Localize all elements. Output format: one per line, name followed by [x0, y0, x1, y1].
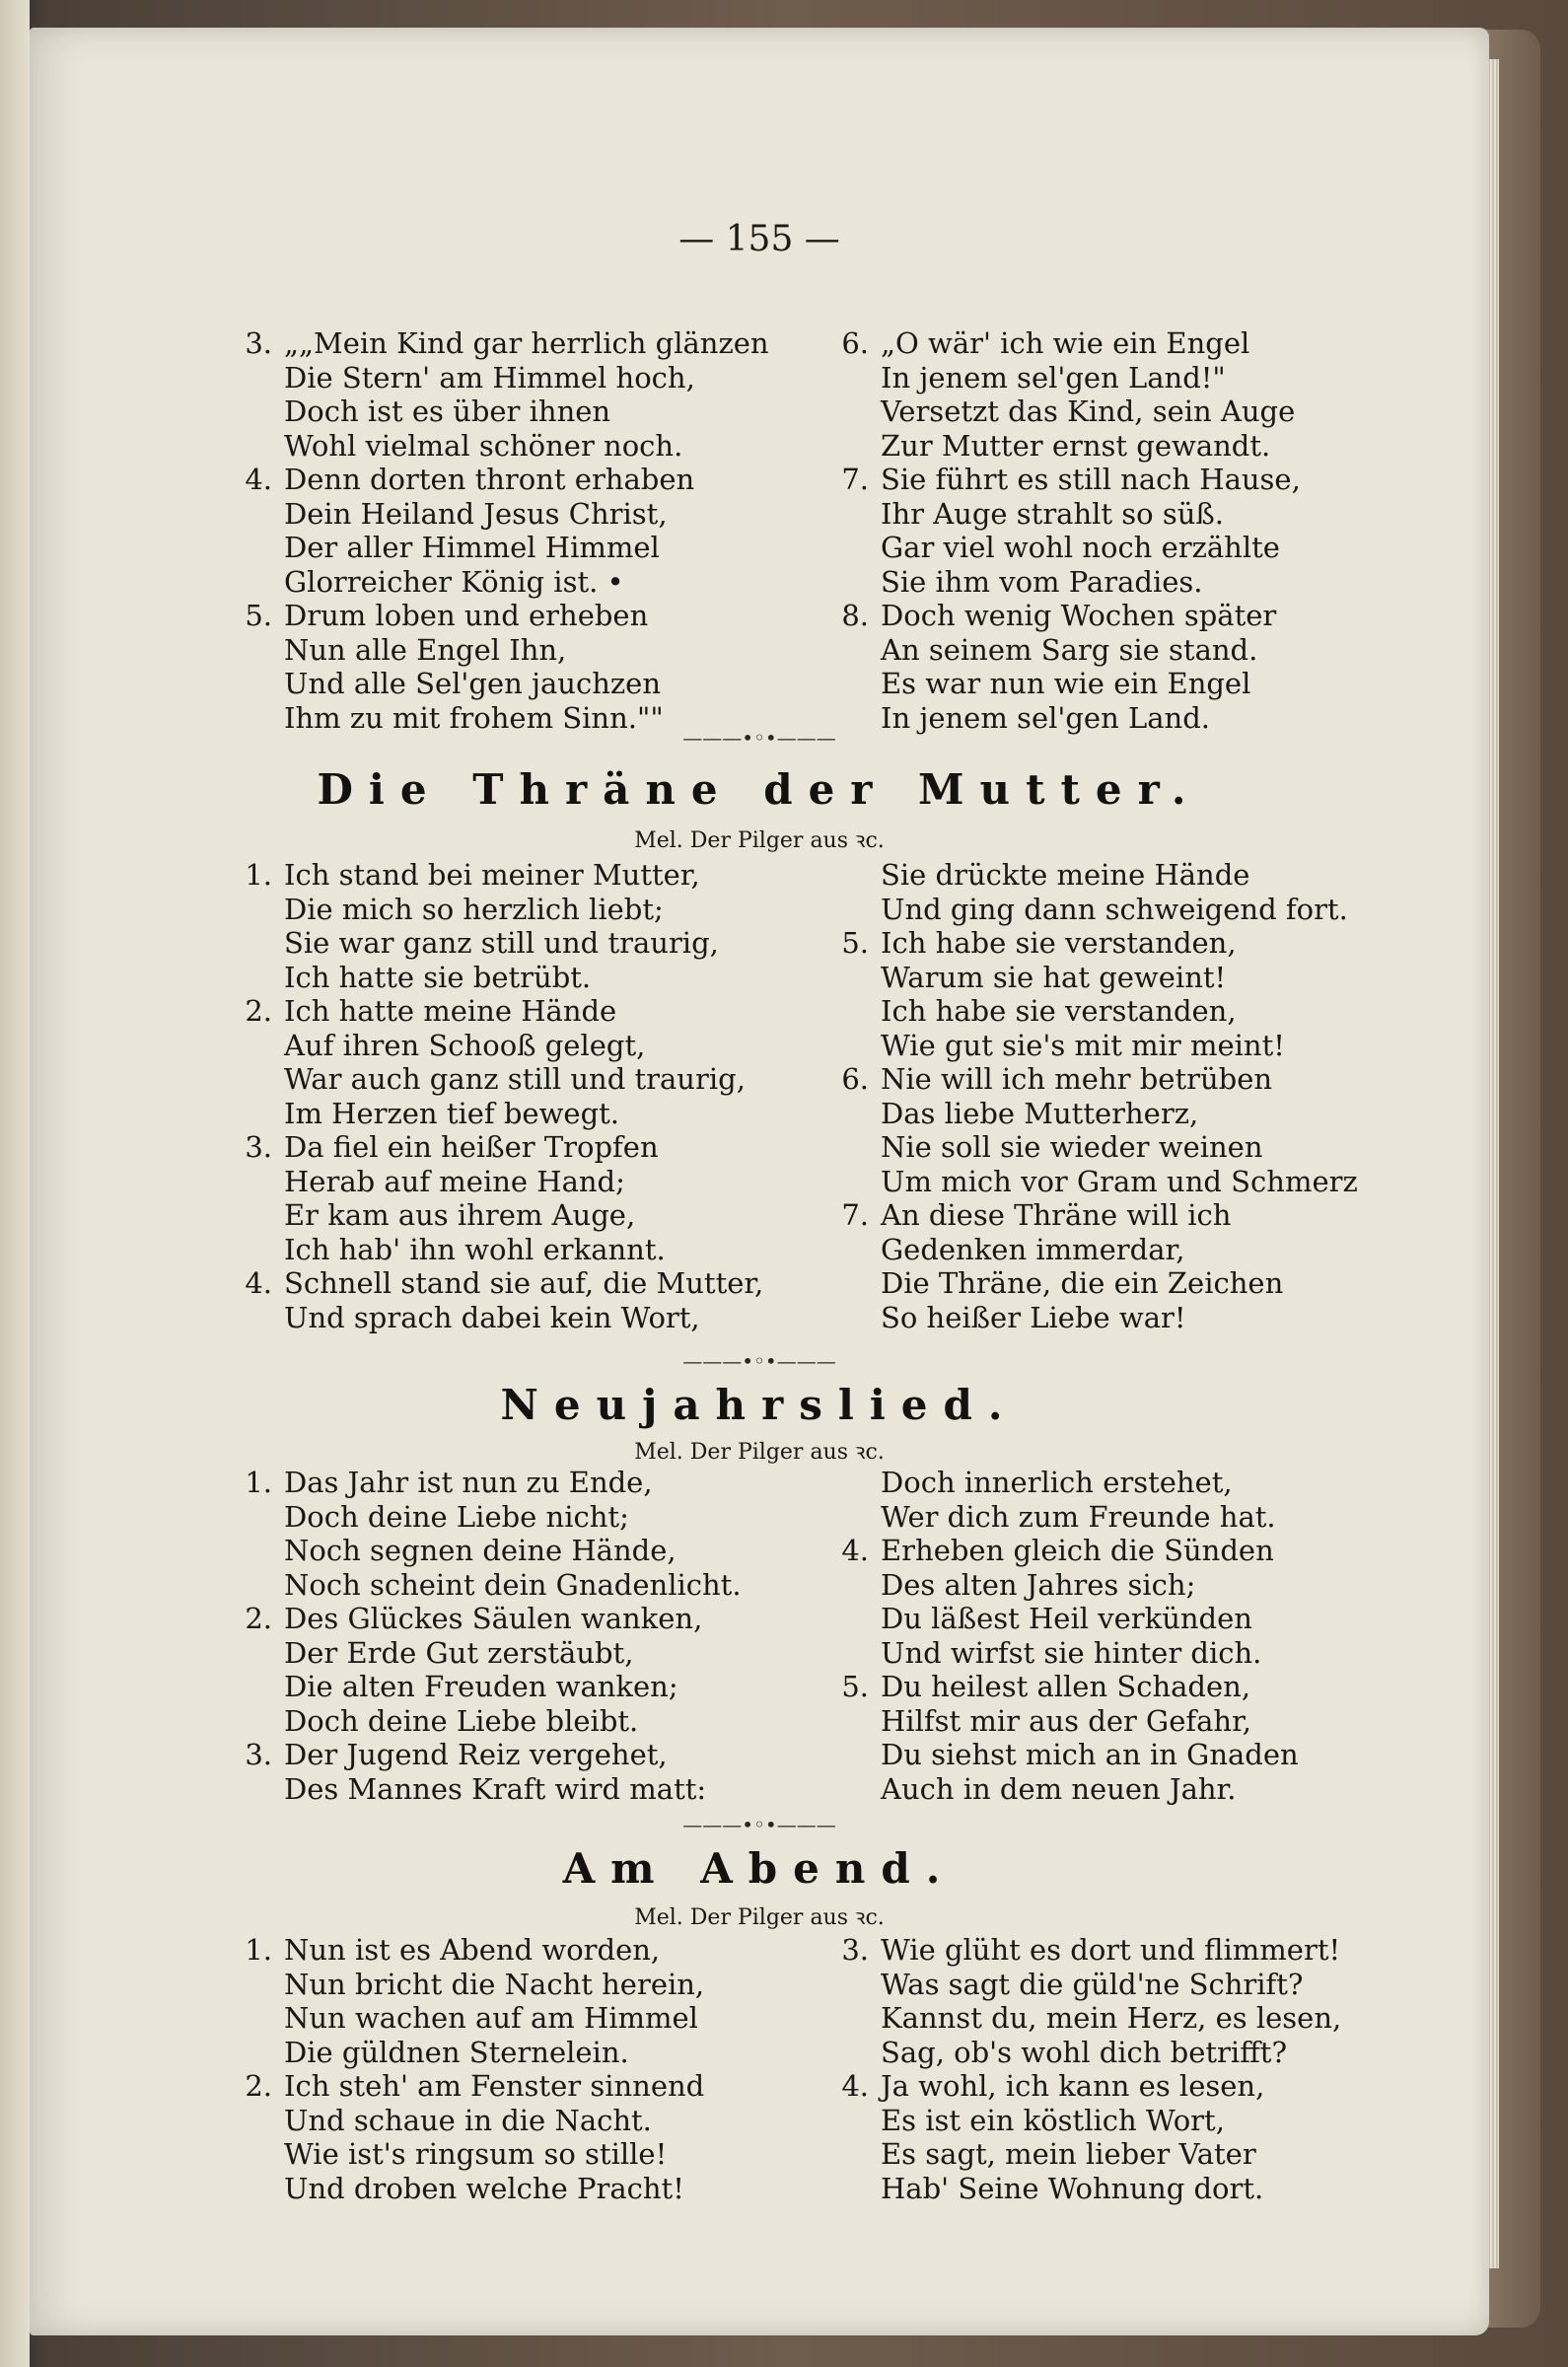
- verse-text: Ihr Auge strahlt so süß.: [881, 496, 1224, 531]
- verse-line: [823, 1233, 1358, 1267]
- verse-line: [823, 1029, 1358, 1063]
- verse-line: [227, 633, 769, 668]
- verse-text: Glorreicher König ist. •: [284, 564, 624, 599]
- verse-text: Das Jahr ist nun zu Ende,: [284, 1466, 653, 1499]
- verse-line: [227, 926, 763, 961]
- verse-number: 4.: [841, 2069, 869, 2103]
- ornament-divider: ———•◦•———: [682, 726, 836, 750]
- verse-line: [823, 326, 1301, 361]
- verse-line: [227, 1933, 704, 1968]
- book-spine: [0, 0, 30, 2367]
- verse-number: 3.: [245, 326, 272, 360]
- verse-line: [227, 1266, 763, 1301]
- verse-line: [227, 1704, 742, 1739]
- verse-text: So heißer Liebe war!: [881, 1300, 1186, 1334]
- verse-text: Sag, ob's wohl dich betrifft?: [881, 2035, 1288, 2069]
- verse-line: [823, 1704, 1299, 1739]
- verse-line: [823, 1534, 1299, 1568]
- verse-text: Und sprach dabei kein Wort,: [284, 1300, 700, 1334]
- verse-line: [823, 667, 1301, 701]
- verse-number: 5.: [841, 1670, 869, 1703]
- verse-number: 5.: [245, 599, 272, 632]
- verse-text: Dein Heiland Jesus Christ,: [284, 496, 668, 531]
- verse-text: Doch deine Liebe nicht;: [284, 1499, 629, 1534]
- verse-line: [227, 531, 769, 565]
- verse-line: [823, 2001, 1341, 2036]
- verse-line: [227, 1568, 742, 1603]
- verse-line: [823, 1198, 1358, 1233]
- verse-line: [823, 961, 1358, 995]
- verse-text: Und droben welche Pracht!: [284, 2171, 684, 2205]
- verse-text: Nun ist es Abend worden,: [284, 1933, 661, 1967]
- verse-line: [227, 1602, 742, 1636]
- verse-line: [823, 1097, 1358, 1131]
- verse-line: [227, 2104, 704, 2138]
- verse-line: [227, 497, 769, 532]
- verse-line: [227, 429, 769, 464]
- verse-text: Des Mannes Kraft wird matt:: [284, 1771, 707, 1806]
- verse-line: [227, 1534, 742, 1568]
- verse-number: 6.: [841, 1062, 869, 1096]
- verse-number: 2.: [245, 1602, 272, 1635]
- verse-line: [227, 1968, 704, 2002]
- verse-text: Es war nun wie ein Engel: [881, 667, 1251, 700]
- section2-melody: Mel. Der Pilger aus ꝛc.: [634, 828, 885, 853]
- verse-text: Doch deine Liebe bleibt.: [284, 1703, 639, 1738]
- section2-title: Die Thräne der Mutter.: [317, 765, 1202, 814]
- verse-text: Auch in dem neuen Jahr.: [881, 1771, 1237, 1806]
- verse-text: Noch segnen deine Hände,: [284, 1534, 677, 1567]
- verse-text: Denn dorten thront erhaben: [284, 463, 695, 496]
- verse-text: Gedenken immerdar,: [881, 1232, 1185, 1266]
- verse-text: Zur Mutter ernst gewandt.: [881, 428, 1271, 463]
- verse-line: [823, 429, 1301, 464]
- verse-text: Ich habe sie verstanden,: [881, 994, 1237, 1028]
- verse-text: Und alle Sel'gen jauchzen: [284, 667, 662, 700]
- verse-line: [227, 1466, 742, 1500]
- ornament-divider: ———•◦•———: [682, 1349, 836, 1373]
- verse-line: [823, 361, 1301, 395]
- verse-line: [227, 463, 769, 497]
- verse-line: [227, 1165, 763, 1199]
- verse-line: [823, 1738, 1299, 1772]
- verse-text: Doch innerlich erstehet,: [881, 1466, 1233, 1499]
- section2-left-column: [227, 858, 763, 1334]
- verse-text: In jenem sel'gen Land.: [881, 700, 1210, 735]
- section1-left-column: [227, 326, 769, 735]
- verse-text: An diese Thräne will ich: [881, 1198, 1232, 1232]
- verse-text: Wie glüht es dort und flimmert!: [881, 1933, 1341, 1967]
- verse-text: Der aller Himmel Himmel: [284, 531, 660, 564]
- section4-right-column: [823, 1933, 1341, 2205]
- verse-line: [823, 599, 1301, 633]
- page-number: — 155 —: [678, 219, 840, 259]
- verse-text: Der Jugend Reiz vergehet,: [284, 1738, 668, 1771]
- verse-line: [823, 2137, 1341, 2172]
- section3-left-column: [227, 1466, 742, 1806]
- verse-text: Die alten Freuden wanken;: [284, 1670, 678, 1703]
- verse-line: [823, 926, 1358, 961]
- ornament-divider: ———•◦•———: [682, 1813, 836, 1836]
- verse-text: Hab' Seine Wohnung dort.: [881, 2171, 1264, 2205]
- verse-text: Kannst du, mein Herz, es lesen,: [881, 2001, 1342, 2035]
- verse-line: [227, 1233, 763, 1267]
- verse-text: Auf ihren Schooß gelegt,: [284, 1028, 646, 1062]
- verse-text: Erheben gleich die Sünden: [881, 1534, 1274, 1567]
- verse-text: Doch ist es über ihnen: [284, 394, 611, 428]
- verse-text: Ich hatte sie betrübt.: [284, 960, 592, 994]
- verse-line: [227, 667, 769, 701]
- verse-text: Schnell stand sie auf, die Mutter,: [284, 1266, 764, 1300]
- verse-text: Die Stern' am Himmel hoch,: [284, 360, 695, 394]
- verse-text: Das liebe Mutterherz,: [881, 1096, 1199, 1130]
- verse-line: [823, 1062, 1358, 1097]
- verse-line: [227, 1198, 763, 1233]
- verse-text: Nun alle Engel Ihn,: [284, 632, 567, 667]
- verse-line: [823, 2036, 1341, 2070]
- verse-line: [227, 2137, 704, 2172]
- verse-text: Herab auf meine Hand;: [284, 1164, 625, 1198]
- verse-text: Du läßest Heil verkünden: [881, 1602, 1252, 1635]
- verse-line: [227, 893, 763, 927]
- verse-text: Noch scheint dein Gnadenlicht.: [284, 1567, 742, 1602]
- section4-melody: Mel. Der Pilger aus ꝛc.: [634, 1905, 885, 1930]
- verse-line: [227, 565, 769, 600]
- section3-right-column: [823, 1466, 1299, 1806]
- verse-line: [227, 1500, 742, 1535]
- verse-line: [227, 599, 769, 633]
- verse-text: Und wirfst sie hinter dich.: [881, 1635, 1262, 1670]
- verse-line: [227, 961, 763, 995]
- verse-text: In jenem sel'gen Land!": [881, 360, 1226, 394]
- verse-line: [823, 1500, 1299, 1535]
- verse-line: [227, 1029, 763, 1063]
- verse-text: Des Glückes Säulen wanken,: [284, 1602, 703, 1635]
- section3-melody: Mel. Der Pilger aus ꝛc.: [634, 1440, 885, 1465]
- verse-text: Um mich vor Gram und Schmerz: [881, 1164, 1358, 1198]
- verse-number: 4.: [841, 1534, 869, 1567]
- verse-text: Gar viel wohl noch erzählte: [881, 531, 1280, 564]
- verse-text: Da fiel ein heißer Tropfen: [284, 1130, 659, 1164]
- verse-line: [227, 326, 769, 361]
- verse-text: Sie drückte meine Hände: [881, 858, 1250, 892]
- verse-line: [823, 1130, 1358, 1165]
- verse-line: [227, 2036, 704, 2070]
- verse-line: [823, 531, 1301, 565]
- verse-line: [227, 2001, 704, 2036]
- verse-line: [823, 394, 1301, 429]
- verse-text: Sie ihm vom Paradies.: [881, 564, 1203, 599]
- verse-line: [823, 1266, 1358, 1301]
- section1-right-column: [823, 326, 1301, 735]
- verse-text: Doch wenig Wochen später: [881, 599, 1277, 632]
- verse-text: Wohl vielmal schöner noch.: [284, 428, 683, 463]
- verse-line: [227, 1738, 742, 1772]
- verse-text: Des alten Jahres sich;: [881, 1567, 1196, 1602]
- verse-line: [823, 1301, 1358, 1335]
- verse-text: „„Mein Kind gar herrlich glänzen: [284, 326, 769, 360]
- verse-text: Du siehst mich an in Gnaden: [881, 1738, 1299, 1771]
- verse-line: [823, 1568, 1299, 1603]
- verse-line: [823, 1636, 1299, 1671]
- section2-right-column: [823, 858, 1358, 1334]
- verse-text: Warum sie hat geweint!: [881, 960, 1227, 994]
- verse-line: [823, 1670, 1299, 1704]
- verse-number: 2.: [245, 994, 272, 1028]
- verse-text: Der Erde Gut zerstäubt,: [284, 1635, 634, 1670]
- verse-text: Hilfst mir aus der Gefahr,: [881, 1703, 1251, 1738]
- verse-line: [823, 1602, 1299, 1636]
- book-page: [30, 28, 1489, 2335]
- verse-line: [227, 1097, 763, 1131]
- verse-line: [227, 361, 769, 395]
- verse-line: [823, 1968, 1341, 2002]
- verse-number: 3.: [245, 1738, 272, 1771]
- verse-text: Ich hatte meine Hände: [284, 994, 617, 1028]
- verse-text: Und ging dann schweigend fort.: [881, 892, 1348, 926]
- verse-text: Ich steh' am Fenster sinnend: [284, 2069, 705, 2103]
- verse-text: Nun bricht die Nacht herein,: [284, 1967, 705, 2001]
- verse-text: Nun wachen auf am Himmel: [284, 2001, 698, 2035]
- verse-text: Es ist ein köstlich Wort,: [881, 2103, 1225, 2137]
- verse-text: Die Thräne, die ein Zeichen: [881, 1266, 1284, 1300]
- verse-line: [227, 2069, 704, 2104]
- section4-title: Am Abend.: [562, 1844, 957, 1893]
- verse-text: Sie führt es still nach Hause,: [881, 463, 1301, 496]
- verse-line: [823, 2069, 1341, 2104]
- verse-number: 3.: [841, 1933, 869, 1967]
- verse-line: [227, 2172, 704, 2206]
- verse-text: Sie war ganz still und traurig,: [284, 926, 719, 960]
- verse-text: War auch ganz still und traurig,: [284, 1062, 746, 1096]
- verse-number: 3.: [245, 1130, 272, 1164]
- verse-text: Ich hab' ihn wohl erkannt.: [284, 1232, 666, 1266]
- verse-text: Nie soll sie wieder weinen: [881, 1130, 1263, 1164]
- verse-text: Ich stand bei meiner Mutter,: [284, 858, 700, 892]
- verse-text: „O wär' ich wie ein Engel: [881, 326, 1250, 360]
- verse-line: [227, 1130, 763, 1165]
- verse-text: Versetzt das Kind, sein Auge: [881, 394, 1296, 428]
- verse-line: [227, 858, 763, 893]
- verse-line: [823, 2104, 1341, 2138]
- verse-text: Und schaue in die Nacht.: [284, 2103, 652, 2137]
- verse-number: 5.: [841, 926, 869, 960]
- verse-line: [823, 1772, 1299, 1807]
- verse-line: [823, 633, 1301, 668]
- verse-text: Er kam aus ihrem Auge,: [284, 1198, 636, 1232]
- verse-line: [227, 994, 763, 1029]
- verse-line: [823, 1466, 1299, 1500]
- verse-number: 1.: [245, 1933, 272, 1967]
- verse-line: [823, 497, 1301, 532]
- verse-number: 4.: [245, 463, 272, 496]
- verse-line: [823, 994, 1358, 1029]
- verse-number: 2.: [245, 2069, 272, 2103]
- verse-text: Wie ist's ringsum so stille!: [284, 2137, 668, 2171]
- verse-line: [823, 2172, 1341, 2206]
- section4-left-column: [227, 1933, 704, 2205]
- verse-number: 6.: [841, 326, 869, 360]
- section3-title: Neujahrslied.: [500, 1381, 1019, 1429]
- verse-line: [823, 1165, 1358, 1199]
- verse-text: An seinem Sarg sie stand.: [881, 632, 1258, 667]
- verse-text: Drum loben und erheben: [284, 599, 649, 632]
- verse-number: 8.: [841, 599, 869, 632]
- verse-number: 7.: [841, 463, 869, 496]
- verse-line: [227, 394, 769, 429]
- verse-text: Die mich so herzlich liebt;: [284, 892, 664, 926]
- verse-number: 1.: [245, 1466, 272, 1499]
- verse-line: [227, 1062, 763, 1097]
- verse-line: [823, 463, 1301, 497]
- verse-text: Du heilest allen Schaden,: [881, 1670, 1251, 1703]
- verse-text: Es sagt, mein lieber Vater: [881, 2137, 1256, 2171]
- verse-number: 4.: [245, 1266, 272, 1300]
- verse-line: [227, 1670, 742, 1704]
- verse-text: Ja wohl, ich kann es lesen,: [881, 2069, 1265, 2103]
- verse-line: [227, 1301, 763, 1335]
- verse-text: Nie will ich mehr betrüben: [881, 1062, 1273, 1096]
- verse-text: Wer dich zum Freunde hat.: [881, 1499, 1276, 1534]
- verse-line: [227, 1636, 742, 1671]
- verse-text: Was sagt die güld'ne Schrift?: [881, 1967, 1304, 2001]
- verse-number: 1.: [245, 858, 272, 892]
- verse-text: Ihm zu mit frohem Sinn."": [284, 700, 664, 735]
- verse-line: [823, 1933, 1341, 1968]
- verse-line: [823, 893, 1358, 927]
- verse-text: Ich habe sie verstanden,: [881, 926, 1237, 960]
- verse-number: 7.: [841, 1198, 869, 1232]
- verse-text: Die güldnen Sternelein.: [284, 2035, 629, 2069]
- verse-text: Im Herzen tief bewegt.: [284, 1096, 620, 1130]
- verse-line: [227, 1772, 742, 1807]
- verse-text: Wie gut sie's mit mir meint!: [881, 1028, 1285, 1062]
- verse-line: [823, 858, 1358, 893]
- verse-line: [823, 565, 1301, 600]
